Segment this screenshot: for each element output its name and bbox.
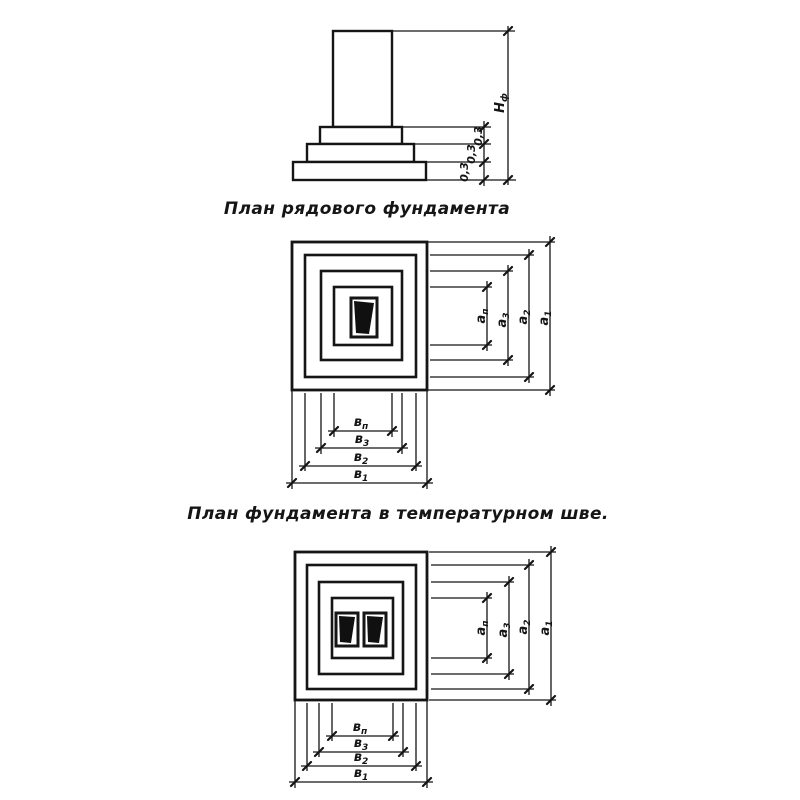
plan2-dim-label-a-1: $а_1$ bbox=[538, 620, 555, 636]
plan1-dim-label-a-n: $а_п$ bbox=[474, 308, 491, 324]
plan-joint-view bbox=[289, 546, 556, 788]
elevation-view bbox=[293, 26, 516, 186]
plan1-dim-label-a-3: $а_3$ bbox=[495, 312, 512, 328]
column-outline bbox=[333, 31, 392, 127]
plan1-dim-label-b-n: $в_п$ bbox=[353, 415, 369, 432]
plan2-dim-label-b-2: $в_2$ bbox=[353, 750, 369, 767]
plan1-dim-label-a-1: $а_1$ bbox=[537, 310, 554, 326]
plan2-dim-label-b-n: $в_п$ bbox=[352, 720, 368, 737]
plan2-dim-label-a-3: $а_3$ bbox=[496, 622, 513, 638]
caption-plan-ordinary: План рядового фундамента bbox=[223, 199, 511, 219]
step-height-label-3: 0,3 bbox=[458, 162, 471, 182]
plan-ordinary-view bbox=[286, 236, 555, 489]
plan2-dim-label-a-n: $а_п$ bbox=[474, 620, 491, 636]
elevation-height-label: $Н_ф$ bbox=[493, 93, 510, 113]
plan2-dim-label-b-3: $в_3$ bbox=[353, 736, 369, 753]
plan1-dim-label-a-2: $а_2$ bbox=[516, 309, 533, 325]
plan1-right-extension-lines bbox=[428, 242, 555, 390]
foundation-step-3 bbox=[293, 162, 426, 180]
foundation-step-2 bbox=[307, 144, 414, 162]
step-height-label-2: 0,3 bbox=[465, 144, 478, 164]
plan2-dim-label-b-1: $в_1$ bbox=[353, 766, 369, 783]
plan2-dim-label-a-2: $а_2$ bbox=[516, 619, 533, 635]
step-height-label-1: 0,3 bbox=[472, 126, 485, 146]
foundation-step-1 bbox=[320, 127, 402, 144]
plan1-dim-label-b-3: $в_3$ bbox=[354, 432, 370, 449]
caption-plan-joint: План фундамента в температурном шве. bbox=[187, 504, 609, 524]
plan1-dim-label-b-2: $в_2$ bbox=[353, 450, 369, 467]
plan2-right-extension-lines bbox=[429, 552, 556, 700]
plan1-dim-label-b-1: $в_1$ bbox=[353, 467, 369, 484]
